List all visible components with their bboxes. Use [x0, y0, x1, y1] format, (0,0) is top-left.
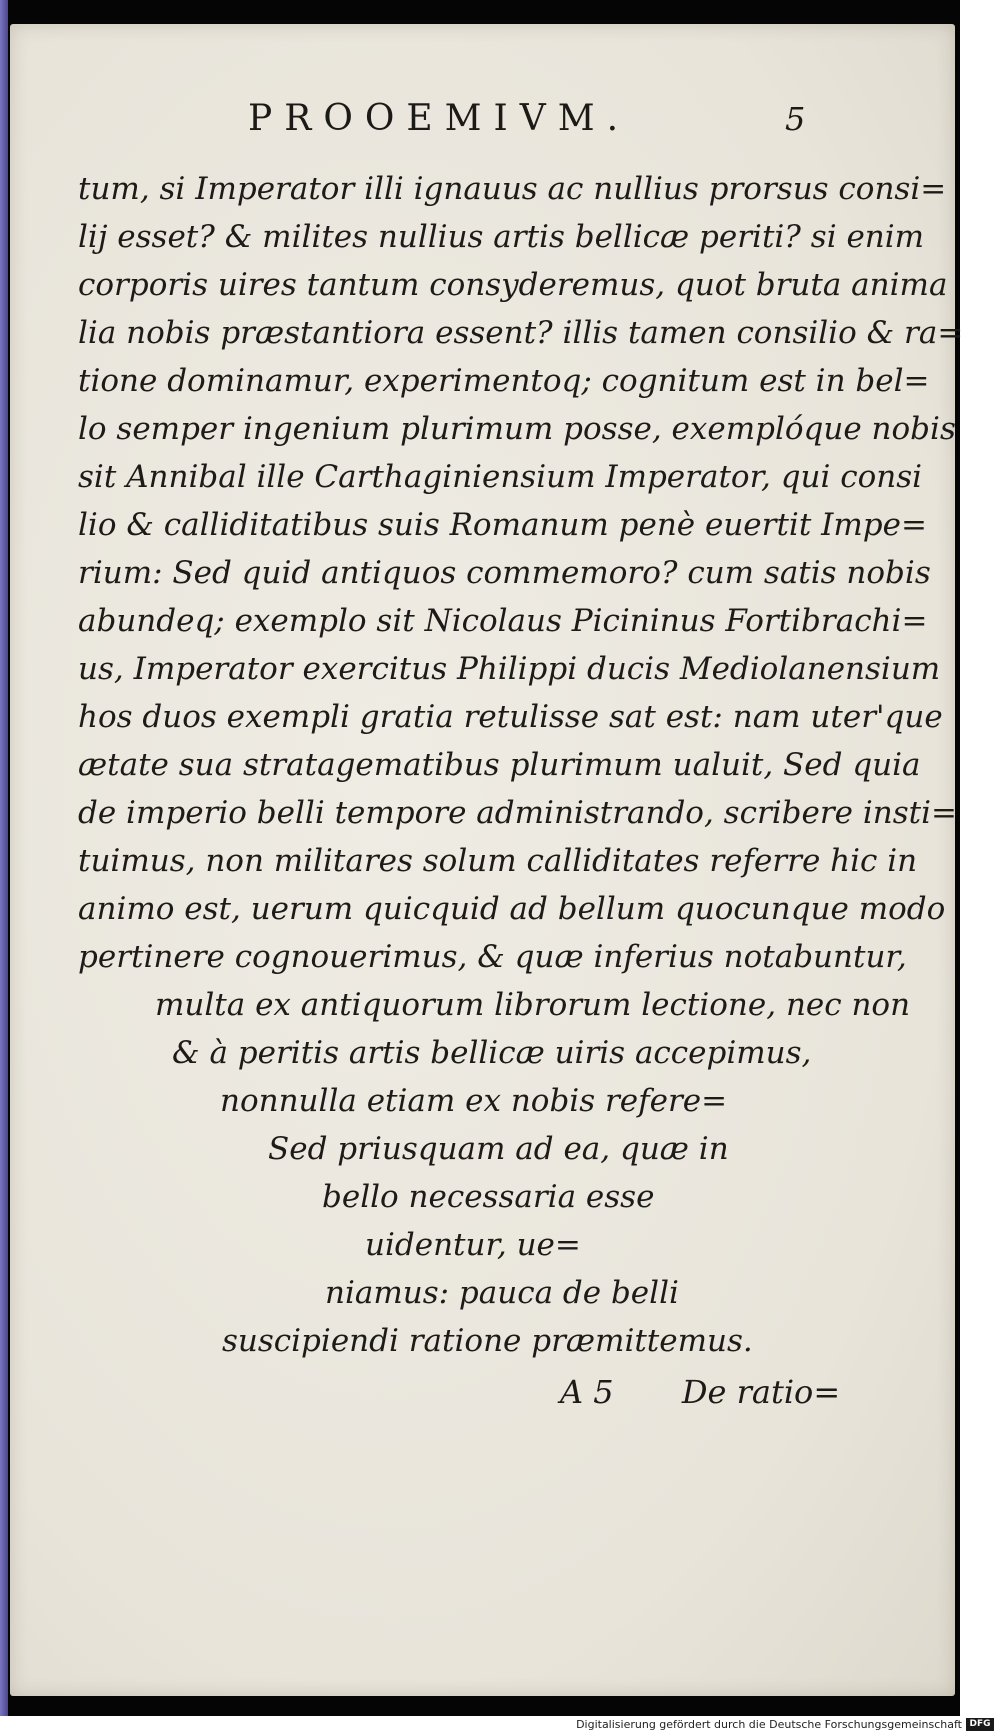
- text-line: nonnulla etiam ex nobis refere=: [220, 1083, 728, 1119]
- book-edge: [0, 0, 8, 1720]
- text-line: de imperio belli tempore administrando, scribere insti=: [78, 795, 958, 831]
- text-line: corporis uires tantum consyderemus, quot bruta anima: [78, 267, 948, 303]
- text-line: lio & calliditatibus suis Romanum penè euertit Impe=: [78, 507, 927, 543]
- text-line: suscipiendi ratione præmittemus.: [222, 1323, 753, 1359]
- text-line: bello necessaria esse: [322, 1179, 655, 1215]
- text-line: niamus: pauca de belli: [325, 1275, 679, 1311]
- text-line: sit Annibal ille Carthaginiensium Imperator, qui consi: [78, 459, 923, 495]
- digitization-credit: Digitalisierung gefördert durch die Deutsche Forschungsgemeinschaft: [576, 1718, 962, 1731]
- text-line: pertinere cognouerimus, & quæ inferius notabuntur,: [78, 939, 907, 975]
- text-line: tuimus, non militares solum calliditates referre hic in: [78, 843, 918, 879]
- signature-mark: A 5: [560, 1373, 614, 1411]
- text-line: tum, si Imperator illi ignauus ac nullius prorsus consi=: [78, 171, 947, 207]
- text-line: uidentur, ue=: [365, 1227, 581, 1263]
- text-line: Sed priusquam ad ea, quæ in: [268, 1131, 729, 1167]
- text-line: & à peritis artis bellicæ uiris accepimus,: [172, 1035, 812, 1071]
- text-line: us, Imperator exercitus Philippi ducis Mediolanensium: [78, 651, 941, 687]
- text-line: multa ex antiquorum librorum lectione, nec non: [155, 987, 911, 1023]
- text-line: hos duos exempli gratia retulisse sat est: nam uter'que: [78, 699, 943, 735]
- text-line: abundeq; exemplo sit Nicolaus Picininus Fortibrachi=: [78, 603, 928, 639]
- text-line: animo est, uerum quicquid ad bellum quocunque modo: [78, 891, 946, 927]
- text-line: rium: Sed quid antiquos commemoro? cum satis nobis: [78, 555, 931, 591]
- text-line: lij esset? & milites nullius artis bellicæ periti? si enim: [78, 219, 925, 255]
- page-foot: [560, 1373, 840, 1411]
- page-number: 5: [785, 100, 806, 138]
- running-head: PROOEMIVM.: [248, 98, 631, 139]
- dfg-logo: DFG: [966, 1718, 994, 1731]
- text-line: lo semper ingenium plurimum posse, exemplóque nobis: [78, 411, 956, 447]
- text-line: ætate sua stratagematibus plurimum ualuit, Sed quia: [78, 747, 921, 783]
- catchword: De ratio=: [681, 1373, 841, 1411]
- text-line: tione dominamur, experimentoq; cognitum est in bel=: [78, 363, 930, 399]
- text-line: lia nobis præstantiora essent? illis tamen consilio & ra=: [78, 315, 964, 351]
